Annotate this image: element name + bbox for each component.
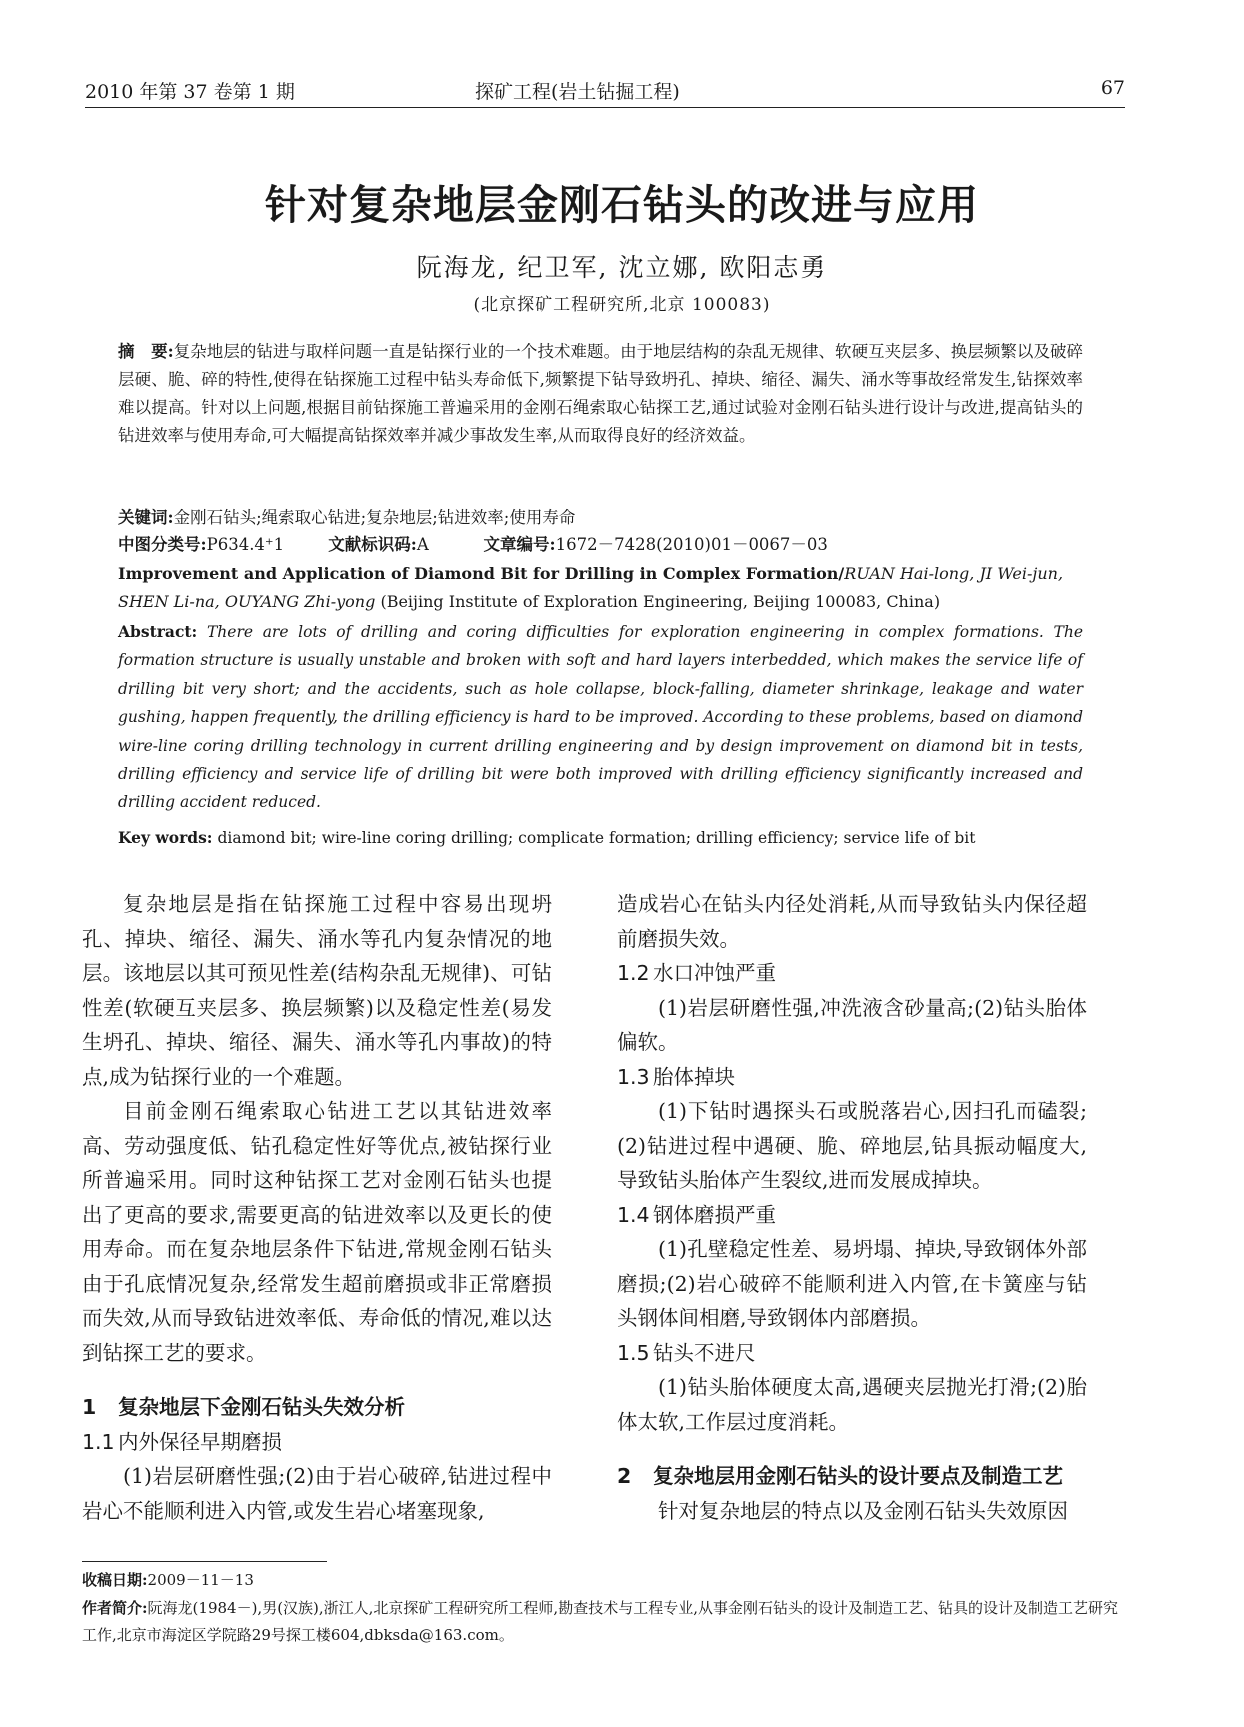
- english-title: Improvement and Application of Diamond Bit for Drilling in Complex Formation/: [118, 564, 845, 583]
- received-label: 收稿日期:: [82, 1571, 148, 1589]
- intro-paragraph-1: 复杂地层是指在钻探施工过程中容易出现坍孔、掉块、缩径、漏失、涌水等孔内复杂情况的地层。该地层以其可预见性差(结构杂乱无规律)、可钻性差(软硬互夹层多、换层频繁)以及稳定性差(易发生坍孔、掉块、缩径、漏失、涌水等孔内事故)的特点,成为钻探行业的一个难题。: [82, 892, 552, 1089]
- english-keywords-text: diamond bit; wire-line coring drilling; complicate formation; drilling efficiency; service life of bit: [217, 829, 976, 847]
- section-2-text: 针对复杂地层的特点以及金刚石钻头失效原因: [658, 1498, 1068, 1523]
- article-number-label: 文章编号:: [483, 535, 556, 554]
- doc-code-label: 文献标识码:: [328, 535, 417, 554]
- keywords-label: 关键词:: [118, 508, 174, 527]
- english-abstract-label: Abstract:: [118, 622, 198, 641]
- classification-line: [118, 531, 1083, 559]
- keywords-text: 金刚石钻头;绳索取心钻进;复杂地层;钻进效率;使用寿命: [173, 508, 576, 527]
- subsection-1-3-heading: [617, 1060, 1087, 1095]
- subsection-1-2-heading: [617, 956, 1087, 991]
- subsection-1-3-title: 胎体掉块: [653, 1064, 735, 1089]
- abstract-text: 复杂地层的钻进与取样问题一直是钻探行业的一个技术难题。由于地层结构的杂乱无规律、软硬互夹层多、换层频繁以及破碎层硬、脆、碎的特性,使得在钻探施工过程中钻头寿命低下,频繁提下钻导致坍孔、掉块、缩径、漏失、涌水等事故经常发生,钻探效率难以提高。针对以上问题,根据目前钻探施工普遍采用的金刚石绳索取心钻探工艺,通过试验对金刚石钻头进行设计与改进,提高钻头的钻进效率与使用寿命,可大幅提高钻探效率并减少事故发生率,从而取得良好的经济效益。: [118, 342, 1084, 445]
- subsection-1-1-number: 1.1: [82, 1429, 115, 1454]
- keywords-chinese: [118, 504, 1083, 532]
- subsection-1-4-title: 钢体磨损严重: [653, 1202, 776, 1227]
- section-2-heading: [617, 1459, 1087, 1494]
- body-column-right: [617, 887, 1087, 1528]
- subsection-1-2-title: 水口冲蚀严重: [653, 961, 776, 985]
- running-header: [85, 75, 1125, 108]
- section-1-heading: [82, 1390, 552, 1425]
- subsection-1-5-title: 钻头不进尺: [653, 1340, 756, 1365]
- english-authors-2: SHEN Li-na, OUYANG Zhi-yong: [118, 592, 376, 611]
- english-title-line: [118, 560, 1083, 588]
- subsection-1-4-heading: [617, 1198, 1087, 1233]
- subsection-1-1-text-a: (1)岩层研磨性强;(2)由于岩心破碎,钻进过程中岩心不能顺利进入内管,或发生岩心堵塞现象,: [82, 1464, 552, 1523]
- received-date: 2009－11－13: [147, 1571, 254, 1589]
- english-keywords-label: Key words:: [118, 828, 213, 847]
- footnote-divider: [82, 1561, 327, 1562]
- subsection-1-5-number: 1.5: [617, 1340, 650, 1365]
- intro-paragraph-2: 目前金刚石绳索取心钻进工艺以其钻进效率高、劳动强度低、钻孔稳定性好等优点,被钻探行业所普遍采用。同时这种钻探工艺对金刚石钻头也提出了更高的要求,需要更高的钻进效率以及更长的使用寿命。而在复杂地层条件下钻进,常规金刚石钻头由于孔底情况复杂,经常发生超前磨损或非正常磨损而失效,从而导致钻进效率低、寿命低的情况,难以达到钻探工艺的要求。: [82, 1099, 552, 1365]
- author-bio-text: 阮海龙(1984－),男(汉族),浙江人,北京探矿工程研究所工程师,勘查技术与工程专业,从事金刚石钻头的设计及制造工艺、钻具的设计及制造工艺研究工作,北京市海淀区学院路29号探工楼604,dbksda@163.com。: [82, 1599, 1118, 1644]
- subsection-1-5-heading: [617, 1336, 1087, 1371]
- body-column-left: [82, 887, 552, 1528]
- author-bio-label: 作者简介:: [82, 1599, 148, 1617]
- subsection-1-1-title: 内外保径早期磨损: [118, 1429, 282, 1454]
- doc-code: A: [416, 535, 429, 554]
- affiliation: (北京探矿工程研究所,北京 100083): [473, 295, 771, 315]
- english-abstract-text: There are lots of drilling and coring difficulties for exploration engineering in complex formations. The formation structure is usually unstable and broken with soft and hard layers interbedded, which makes the service life of drilling bit very short; and the accidents, such as hole collapse, block-falling, diameter shrinkage, leakage and water gushing, happen frequently, the drilling efficiency is hard to be improved. According to these problems, based on diamond wire-line coring drilling technology in current drilling engineering and by design improvement on diamond bit in tests, drilling efficiency and service life of drilling bit were both improved with drilling efficiency significantly increased and drilling accident reduced.: [118, 623, 1083, 812]
- subsection-1-4-number: 1.4: [617, 1202, 650, 1227]
- author-list: 阮海龙, 纪卫军, 沈立娜, 欧阳志勇: [416, 253, 828, 282]
- article-number: 1672－7428(2010)01－0067－03: [555, 535, 828, 554]
- section-1-title: 复杂地层下金刚石钻头失效分析: [118, 1395, 405, 1419]
- english-authors-1: RUAN Hai-long, JI Wei-jun,: [844, 564, 1064, 583]
- english-affiliation: (Beijing Institute of Exploration Engineering, Beijing 100083, China): [375, 592, 941, 611]
- paper-title: 针对复杂地层金刚石钻头的改进与应用: [265, 181, 979, 229]
- section-2-title: 复杂地层用金刚石钻头的设计要点及制造工艺: [653, 1464, 1063, 1488]
- page-number: 67: [1100, 77, 1125, 99]
- english-authors-line: [118, 588, 1083, 616]
- subsection-1-4-text: (1)孔壁稳定性差、易坍塌、掉块,导致钢体外部磨损;(2)岩心破碎不能顺利进入内管,在卡簧座与钻头钢体间相磨,导致钢体内部磨损。: [617, 1237, 1087, 1330]
- issue-info: 2010 年第 37 卷第 1 期: [85, 81, 295, 103]
- received-date-note: [82, 1567, 1122, 1594]
- journal-name: 探矿工程(岩土钻掘工程): [475, 81, 680, 103]
- subsection-1-2-text: (1)岩层研磨性强,冲洗液含砂量高;(2)钻头胎体偏软。: [617, 995, 1087, 1054]
- section-2-number: 2: [617, 1464, 632, 1488]
- author-bio-note: [82, 1595, 1122, 1649]
- subsection-1-1-heading: [82, 1425, 552, 1460]
- subsection-1-3-number: 1.3: [617, 1064, 650, 1089]
- subsection-1-2-number: 1.2: [617, 961, 650, 985]
- abstract-english: [118, 618, 1083, 817]
- clc-code: P634.4⁺1: [206, 535, 285, 554]
- keywords-english: [118, 824, 1083, 852]
- section-1-number: 1: [82, 1395, 97, 1419]
- abstract-chinese: [118, 338, 1083, 450]
- subsection-1-5-text: (1)钻头胎体硬度太高,遇硬夹层抛光打滑;(2)胎体太软,工作层过度消耗。: [617, 1375, 1087, 1434]
- clc-label: 中图分类号:: [118, 535, 207, 554]
- abstract-label: 摘 要:: [118, 342, 174, 361]
- subsection-1-3-text: (1)下钻时遇探头石或脱落岩心,因扫孔而磕裂;(2)钻进过程中遇硬、脆、碎地层,钻具振动幅度大,导致钻头胎体产生裂纹,进而发展成掉块。: [617, 1099, 1087, 1192]
- subsection-1-1-text-b: 造成岩心在钻头内径处消耗,从而导致钻头内保径超前磨损失效。: [617, 892, 1087, 951]
